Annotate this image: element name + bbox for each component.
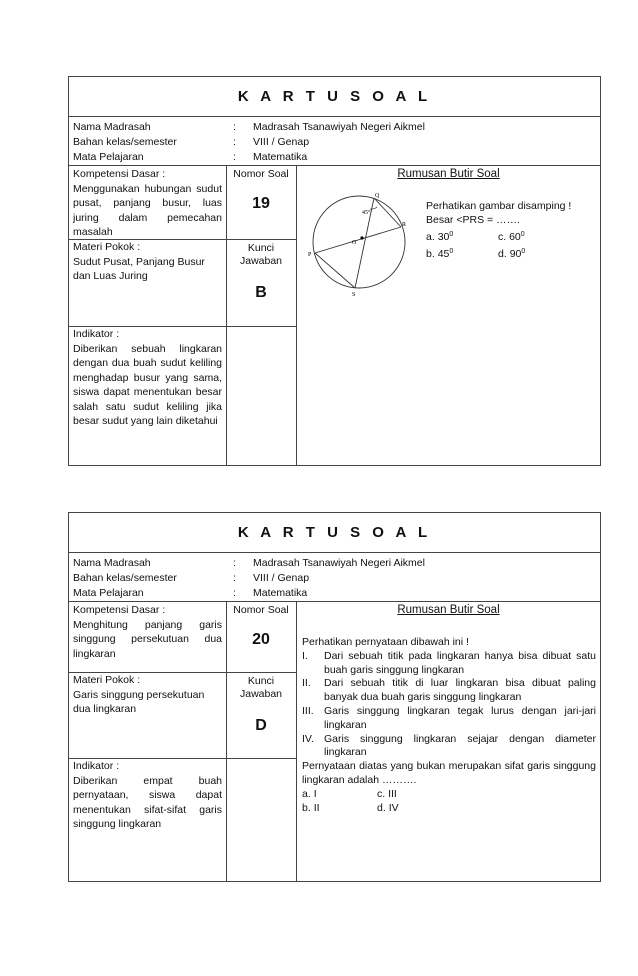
option-a: a. I (302, 787, 317, 800)
kunci-value: D (255, 717, 267, 734)
statement-item: III. Garis singgung lingkaran tegak lurus dengan jari-jari lingkaran (302, 704, 596, 731)
header-value: Matematika (253, 587, 308, 599)
circle-outline (313, 196, 405, 288)
materi-cell (69, 239, 226, 326)
indikator-text: Diberikan sebuah lingkaran dengan dua buah sudut keliling menghadap busur yang sama, siswa dapat menentukan besar salah satu sudut keliling jika besar sudut yang lain diketahui (73, 342, 222, 427)
materi-heading: Materi Pokok : (73, 674, 141, 686)
option-d: d. $90^0$ (498, 247, 526, 261)
statement-list (302, 650, 596, 760)
chord-qr (374, 198, 401, 227)
materi-cell (69, 672, 226, 758)
header-row-madrasah: Nama Madrasah : Madrasah Tsanawiyah Negeri Aikmel (73, 121, 425, 133)
header-row-mapel: Mata Pelajaran : Matematika (73, 151, 308, 163)
option-b: b. II (302, 801, 320, 814)
indikator-text: Diberikan empat buah pernyataan, siswa dapat menentukan sifat-sifat garis singgung lingkaran (73, 774, 222, 830)
question-card-19 (68, 76, 601, 466)
question-text (426, 200, 596, 262)
kompetensi-heading: Kompetensi Dasar : (73, 604, 166, 616)
nomor-value: 20 (252, 631, 270, 648)
header-label: Nama Madrasah (73, 557, 151, 569)
statement-item: II. Dari sebuah titik di luar lingkaran bisa dibuat paling banyak dua buah garis singgung lingkaran (302, 677, 596, 704)
header-row-kelas: Bahan kelas/semester : VIII / Genap (73, 136, 310, 148)
point-s-label: S (352, 292, 356, 298)
point-r-label: R (402, 222, 407, 228)
option-row (426, 245, 596, 262)
question-line: Perhatikan gambar disamping ! (426, 200, 572, 212)
indikator-heading: Indikator : (73, 760, 120, 772)
kunci-label: Kunci (247, 242, 275, 254)
nomor-cell (226, 604, 296, 649)
circle-figure (307, 190, 417, 300)
header-value: Matematika (253, 151, 308, 163)
card-body (69, 602, 600, 881)
nomor-label: Nomor Soal (233, 168, 289, 180)
nomor-value: 19 (252, 195, 270, 212)
statement-item: IV. Garis singgung lingkaran sejajar dengan diameter lingkaran (302, 732, 596, 759)
option-a: a. $30^0$ (426, 230, 454, 244)
chord-ps (315, 253, 355, 288)
rumusan-heading: Rumusan Butir Soal (397, 168, 500, 180)
indikator-heading: Indikator : (73, 328, 120, 340)
point-q-label: Q (375, 193, 380, 199)
angle-arc (370, 207, 377, 209)
header-row-madrasah: Nama Madrasah : Madrasah Tsanawiyah Negeri Aikmel (73, 557, 425, 569)
materi-text: Garis singgung persekutuan dua lingkaran (73, 688, 205, 715)
question-intro: Perhatikan pernyataan dibawah ini ! (302, 636, 469, 648)
kompetensi-cell (69, 602, 226, 672)
materi-heading: Materi Pokok : (73, 241, 141, 253)
header-label: Nama Madrasah (73, 121, 151, 133)
card-header (69, 117, 600, 166)
center-point (360, 236, 363, 239)
kunci-cell (226, 675, 296, 735)
question-text (302, 636, 596, 815)
kunci-cell (226, 242, 296, 302)
indikator-cell (69, 326, 226, 430)
materi-text: Sudut Pusat, Panjang Busur dan Luas Juring (73, 255, 205, 282)
card-body (69, 166, 600, 465)
option-row (302, 788, 596, 802)
rumusan-heading: Rumusan Butir Soal (397, 604, 500, 616)
option-d: d. IV (377, 801, 399, 814)
option-row (302, 802, 596, 816)
header-value: VIII / Genap (253, 572, 310, 584)
header-value: VIII / Genap (253, 136, 310, 148)
kunci-label: Jawaban (239, 688, 283, 700)
header-label: Mata Pelajaran (73, 151, 144, 163)
question-prompt: Pernyataan diatas yang bukan merupakan sifat garis singgung lingkaran adalah ………. (302, 760, 596, 786)
nomor-cell (226, 168, 296, 213)
indikator-cell (69, 758, 226, 833)
card-title: K A R T U S O A L (69, 77, 600, 117)
header-row-kelas: Bahan kelas/semester : VIII / Genap (73, 572, 310, 584)
point-o-label: O (352, 240, 357, 246)
header-value: Madrasah Tsanawiyah Negeri Aikmel (253, 121, 425, 133)
point-p-label: P (308, 252, 312, 258)
option-row (426, 228, 596, 245)
kunci-label: Kunci (247, 675, 275, 687)
nomor-label: Nomor Soal (233, 604, 289, 616)
kunci-value: B (255, 284, 267, 301)
kompetensi-text: Menggunakan hubungan sudut pusat, panjang busur, luas juring dalam pemecahan masalah (73, 182, 222, 238)
option-c: c. $60^0$ (498, 230, 525, 244)
question-card-20 (68, 512, 601, 882)
card-header (69, 553, 600, 602)
kompetensi-cell (69, 166, 226, 239)
statement-item: I. Dari sebuah titik pada lingkaran hanya bisa dibuat satu buah garis singgung lingkaran (302, 649, 596, 676)
header-label: Bahan kelas/semester (73, 136, 177, 148)
kunci-label: Jawaban (239, 255, 283, 267)
header-label: Bahan kelas/semester (73, 572, 177, 584)
option-c: c. III (377, 787, 397, 800)
header-row-mapel: Mata Pelajaran : Matematika (73, 587, 308, 599)
question-line: Besar <PRS = ……. (426, 213, 520, 226)
chord-pr (315, 227, 401, 253)
kompetensi-text: Menghitung panjang garis singgung persekutuan dua lingkaran (73, 618, 222, 660)
card-title: K A R T U S O A L (69, 513, 600, 553)
header-label: Mata Pelajaran (73, 587, 144, 599)
angle-label: 45° (362, 210, 371, 216)
option-b: b. $45^0$ (426, 247, 454, 261)
kompetensi-heading: Kompetensi Dasar : (73, 168, 166, 180)
header-value: Madrasah Tsanawiyah Negeri Aikmel (253, 557, 425, 569)
